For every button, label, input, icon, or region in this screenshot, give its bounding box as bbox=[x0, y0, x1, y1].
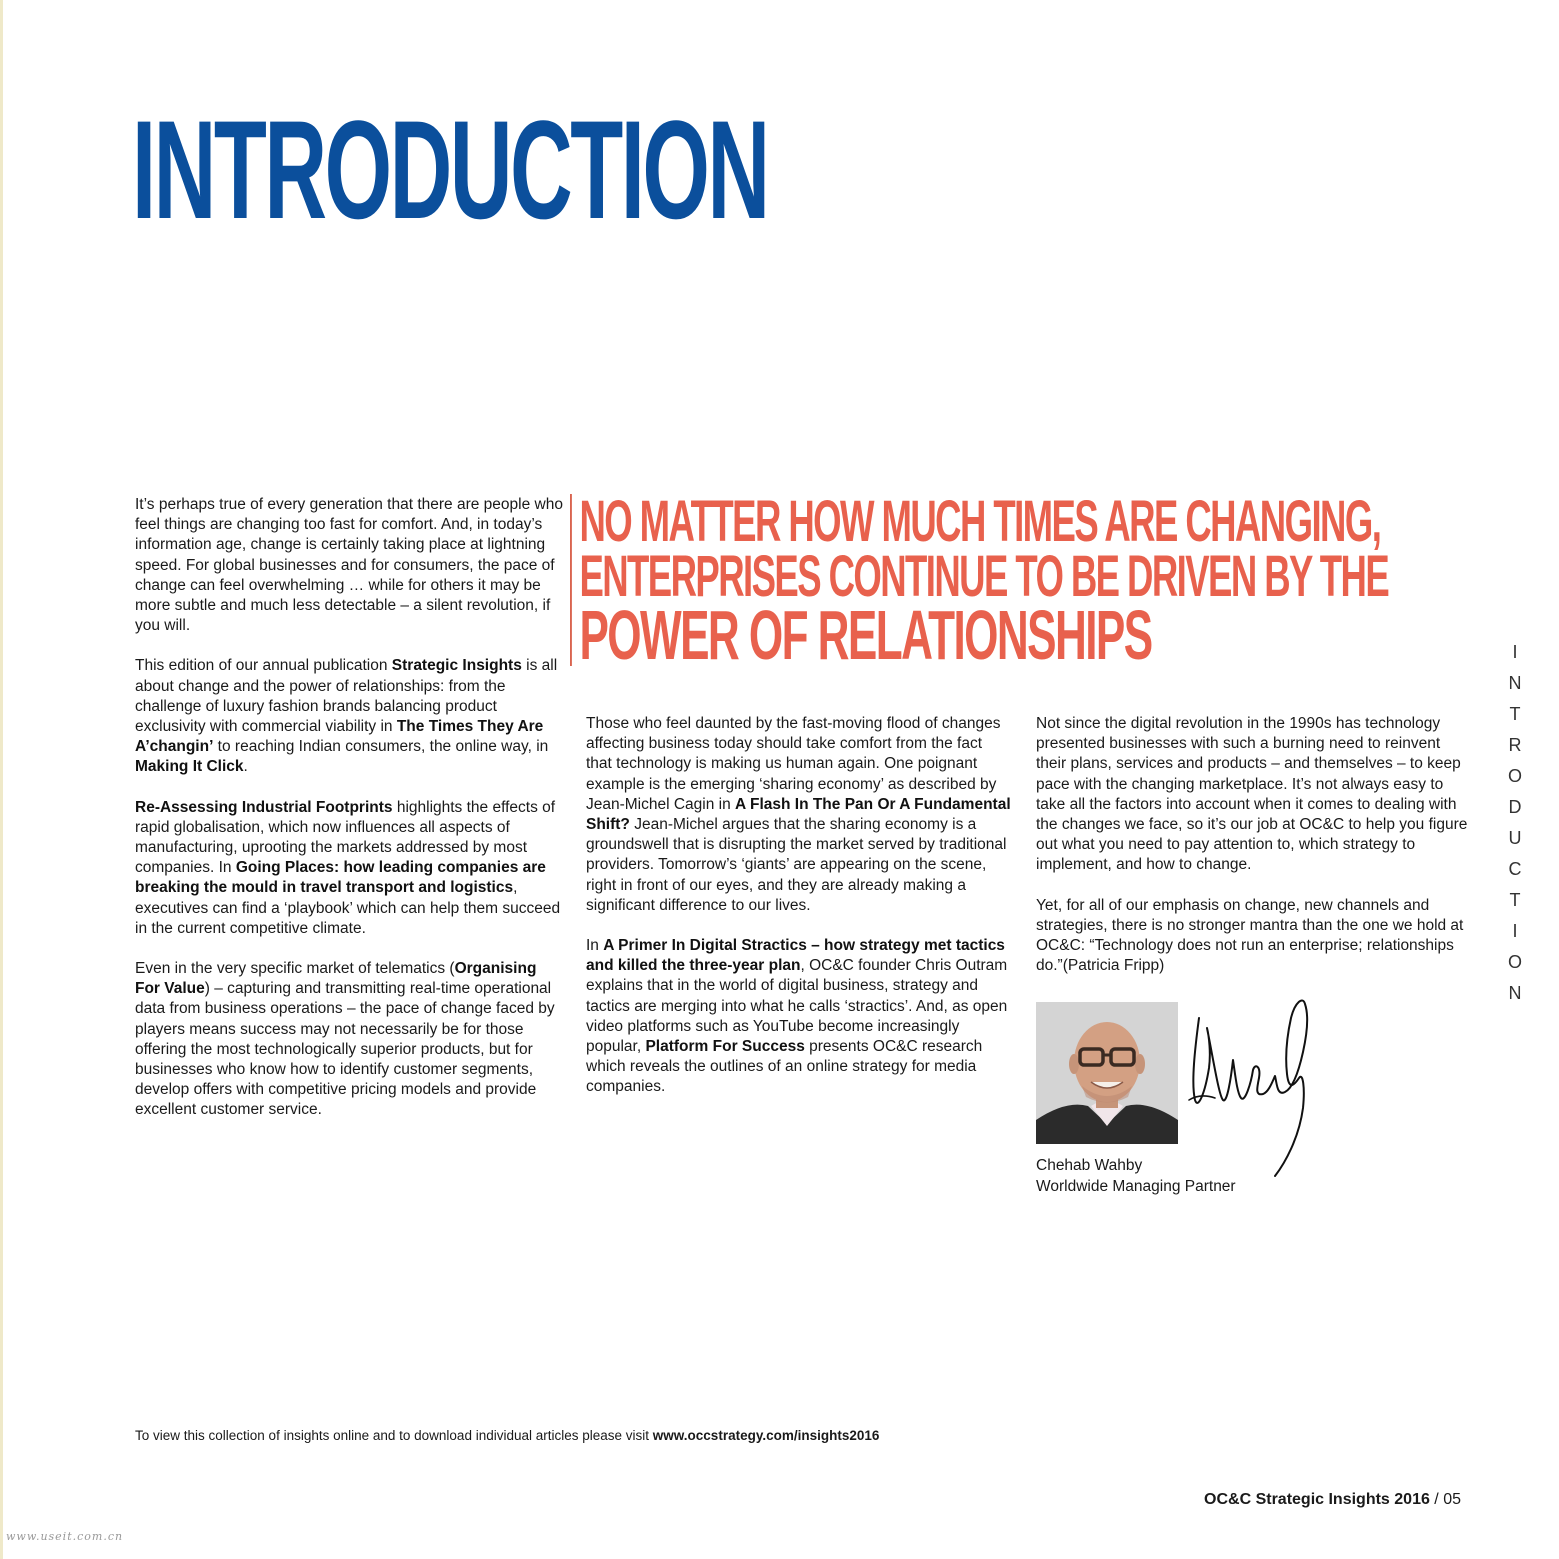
article-title: Making It Click bbox=[135, 758, 244, 776]
paragraph: It’s perhaps true of every generation that there are people who feel things are changing too fast for comfort. And, in today’s information age, change is certainly taking place at lightning speed. For global businesses and for consumers, the pace of change can feel overwhelming … while for others it may be more subtle and much less detectable – a silent revolution, if you will. bbox=[135, 496, 563, 635]
watermark: www.useit.com.cn bbox=[6, 1530, 124, 1543]
article-title: Platform For Success bbox=[645, 1038, 805, 1056]
pull-quote bbox=[570, 489, 1499, 674]
side-label-letter: N bbox=[1508, 983, 1522, 1003]
signature-image bbox=[1185, 988, 1320, 1178]
article-title: Strategic Insights bbox=[391, 657, 522, 675]
column-3 bbox=[1036, 714, 1468, 996]
pull-quote-line: POWER OF RELATIONSHIPS bbox=[579, 596, 1152, 674]
side-label-letter: D bbox=[1508, 797, 1522, 817]
page-footer: OC&C Strategic Insights 2016 / 05 bbox=[1204, 1491, 1461, 1508]
article-title: Organising For Value bbox=[135, 960, 537, 998]
footer-link[interactable]: www.occstrategy.com/insights2016 bbox=[652, 1428, 880, 1443]
pull-quote-line: ENTERPRISES CONTINUE TO BE DRIVEN BY THE bbox=[579, 544, 1389, 609]
column-2 bbox=[586, 714, 1011, 1118]
side-label-letter: I bbox=[1512, 921, 1518, 941]
column-1 bbox=[135, 495, 565, 1141]
paragraph: Even in the very specific market of telematics (Organising For Value) – capturing and transmitting real-time operational data from business operations – the pace of change faced by players means success may not necessarily be for those offering the most technologically superior products, but for businesses who know how to identify customer segments, develop offers with competitive pricing models and provide excellent customer service. bbox=[135, 960, 555, 1119]
side-label-letter: R bbox=[1508, 735, 1522, 755]
page-edge bbox=[0, 0, 3, 1559]
side-label-letter: N bbox=[1508, 673, 1522, 693]
article-title: Going Places: how leading companies are breaking the mould in travel transport and logistics bbox=[135, 859, 546, 897]
article-title: The Times They Are A’changin’ bbox=[135, 718, 544, 756]
article-title: A Flash In The Pan Or A Fundamental Shift? bbox=[586, 795, 1011, 834]
pull-quote-line: NO MATTER HOW MUCH TIMES ARE CHANGING, bbox=[579, 489, 1381, 554]
page-title: INTRODUCTION bbox=[132, 91, 768, 248]
article-title: Re-Assessing Industrial Footprints bbox=[135, 798, 393, 816]
paragraph: In A Primer In Digital Stractics – how strategy met tactics and killed the three-year plan, OC&C founder Chris Outram explains that in the world of digital business, strategy and tactics are merging into what he calls ‘stractics’. And, as open video platforms such as YouTube become increasingly popular, Platform For Success presents OC&C research which reveals the outlines of an online strategy for media companies. bbox=[586, 937, 1008, 1096]
side-label-letter: T bbox=[1509, 704, 1521, 724]
side-label-letter: U bbox=[1508, 828, 1522, 848]
side-label-letter: I bbox=[1512, 642, 1518, 662]
side-label-letter: O bbox=[1507, 952, 1522, 972]
author-photo bbox=[1036, 1002, 1178, 1144]
paragraph: Re-Assessing Industrial Footprints highlights the effects of rapid globalisation, which now influences all aspects of manufacturing, uprooting the markets addressed by most companies. In Going Places: how leading companies are breaking the mould in travel transport and logistics, executives can find a ‘playbook’ which can help them succeed in the current competitive climate. bbox=[135, 798, 561, 937]
paragraph: This edition of our annual publication Strategic Insights is all about change and the power of relationships: from the challenge of luxury fashion brands balancing product exclusivity with commercial viability in The Times They Are A’changin’ to reaching Indian consumers, the online way, in Making It Click. bbox=[135, 657, 558, 776]
article-title: A Primer In Digital Stractics – how strategy met tactics and killed the three-year plan bbox=[586, 937, 1005, 975]
author-name: Chehab Wahby bbox=[1036, 1157, 1143, 1174]
side-label-letter: O bbox=[1507, 766, 1522, 786]
portrait-image bbox=[1036, 1002, 1178, 1144]
author-block bbox=[1036, 1156, 1236, 1197]
page-number: 05 bbox=[1443, 1491, 1461, 1508]
author-role: Worldwide Managing Partner bbox=[1036, 1177, 1236, 1195]
paragraph: Not since the digital revolution in the 1990s has technology presented businesses with such a burning need to reinvent their plans, services and products – and themselves – to keep pace with the changing marketplace. It’s not always easy to take all the factors into account when it comes to dealing with the changes we face, so it’s our job at OC&C to help you figure out what you need to pay attention to, which strategy to implement, and how to change. bbox=[1036, 715, 1468, 874]
paragraph: Yet, for all of our emphasis on change, new channels and strategies, there is no stronger mantra than the one we hold at OC&C: “Technology does not run an enterprise; relationships do.”(Patricia Fripp) bbox=[1036, 896, 1464, 975]
publication-name: OC&C Strategic Insights 2016 bbox=[1204, 1491, 1430, 1508]
side-section-label bbox=[1505, 637, 1525, 1009]
footer-note: To view this collection of insights online and to download individual articles please visit www.occstrategy.com/insights2016 bbox=[135, 1428, 880, 1443]
side-label-letter: C bbox=[1508, 859, 1522, 879]
side-label-letter: T bbox=[1509, 890, 1521, 910]
paragraph: Those who feel daunted by the fast-moving flood of changes affecting business today should take comfort from the fact that technology is making us human again. One poignant example is the emerging ‘sharing economy’ as described by Jean-Michel Cagin in A Flash In The Pan Or A Fundamental Shift? Jean-Michel argues that the sharing economy is a groundswell that is disrupting the market served by traditional providers. Tomorrow’s ‘giants’ are appearing on the scene, right in front of our eyes, and they are already making a significant difference to our lives. bbox=[586, 715, 1011, 914]
